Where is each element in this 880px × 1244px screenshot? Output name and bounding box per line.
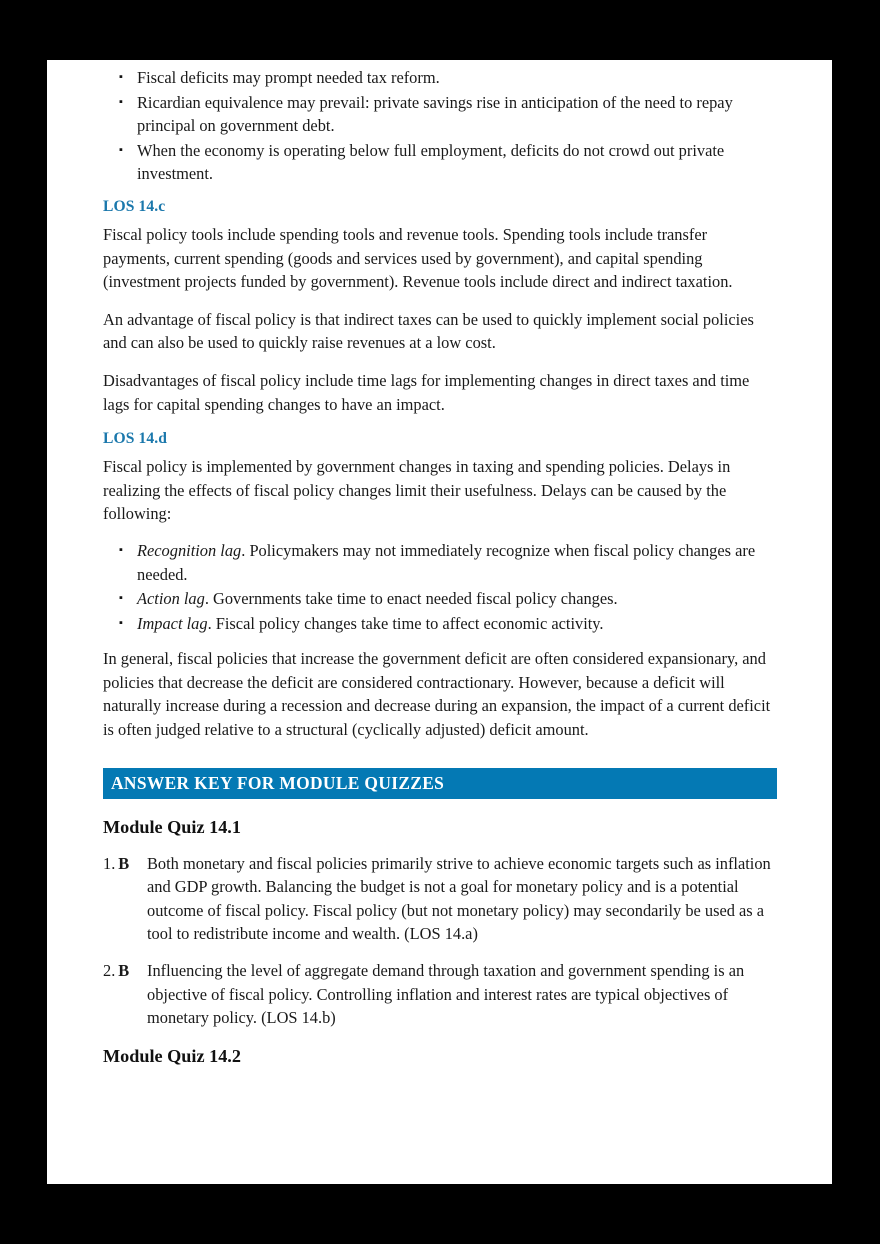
list-item bbox=[103, 612, 777, 636]
answer-text: Influencing the level of aggregate demand through taxation and government spending is an objective of fiscal policy. Controlling inflation and interest rates are typical objectives of monetary policy. (LOS 14.b) bbox=[147, 961, 745, 1028]
square-bullet-icon: ▪ bbox=[119, 543, 123, 556]
top-bullet-list bbox=[103, 66, 777, 186]
los-14d-intro: Fiscal policy is implemented by government changes in taxing and spending policies. Delays in realizing the effects of fiscal policy changes limit their usefulness. Delays can be caused by the following: bbox=[103, 457, 731, 524]
lag-description: . Fiscal policy changes take time to affect economic activity. bbox=[207, 613, 604, 633]
los-14c-paragraph-2: An advantage of fiscal policy is that indirect taxes can be used to quickly implement social policies and can also be used to quickly raise revenues at a low cost. bbox=[103, 309, 754, 353]
list-item-text: Fiscal deficits may prompt needed tax reform. bbox=[137, 68, 440, 87]
square-bullet-icon: ▪ bbox=[119, 592, 123, 605]
module-quiz-14-1-heading: Module Quiz 14.1 bbox=[103, 816, 241, 837]
list-item-text: When the economy is operating below full employment, deficits do not crowd out private investment. bbox=[137, 140, 725, 184]
lag-term: Action lag bbox=[137, 589, 205, 609]
answer-choice: B bbox=[118, 853, 130, 873]
answer-key-banner-title: ANSWER KEY FOR MODULE QUIZZES bbox=[111, 772, 445, 793]
square-bullet-icon: ▪ bbox=[119, 71, 123, 83]
list-item bbox=[103, 139, 777, 186]
lag-term: Recognition lag bbox=[137, 540, 242, 560]
answer-marker bbox=[103, 959, 143, 983]
square-bullet-icon: ▪ bbox=[119, 143, 123, 156]
los-14c-paragraph-1: Fiscal policy tools include spending tools and revenue tools. Spending tools include transfer payments, current spending (goods and services used by government), and capital spending (investment projects funded by government). Revenue tools include direct and indirect taxation. bbox=[103, 224, 733, 292]
list-item-text: Ricardian equivalence may prevail: private savings rise in anticipation of the need to repay principal on government debt. bbox=[137, 92, 733, 136]
answer-choice: B bbox=[118, 961, 130, 981]
module-quiz-14-2-heading: Module Quiz 14.2 bbox=[103, 1045, 241, 1066]
lag-bullet-list bbox=[103, 539, 777, 635]
answer-number: 2. bbox=[103, 961, 116, 981]
los-14d-closing-paragraph: In general, fiscal policies that increase the government deficit are often considered expansionary, and policies that decrease the deficit are considered contractionary. However, because a deficit will naturally increase during a recession and decrease during an expansion, the impact of a current deficit is often judged relative to a structural (cyclically adjusted) deficit amount. bbox=[103, 649, 771, 740]
lag-description: . Governments take time to enact needed fiscal policy changes. bbox=[204, 589, 618, 609]
list-item bbox=[103, 587, 777, 611]
answer-text: Both monetary and fiscal policies primarily strive to achieve economic targets such as inflation and GDP growth. Balancing the budget is not a goal for monetary policy and is a potential outcome of fiscal policy. Fiscal policy (but not monetary policy) may secondarily be used as a tool to redistribute income and wealth. (LOS 14.a) bbox=[147, 853, 771, 944]
square-bullet-icon: ▪ bbox=[119, 616, 123, 629]
lag-term: Impact lag bbox=[137, 613, 208, 633]
answer-list-quiz-14-1 bbox=[103, 852, 777, 1030]
document-page bbox=[47, 60, 832, 1184]
answer-marker bbox=[103, 852, 143, 876]
los-heading-14c: LOS 14.c bbox=[103, 197, 166, 215]
list-item bbox=[103, 91, 777, 138]
page-content bbox=[103, 66, 777, 1081]
answer-key-banner bbox=[103, 768, 777, 799]
los-14c-paragraph-3: Disadvantages of fiscal policy include time lags for implementing changes in direct taxes and time lags for capital spending changes to have an impact. bbox=[103, 370, 750, 414]
list-item bbox=[103, 66, 777, 90]
answer-number: 1. bbox=[103, 853, 116, 873]
square-bullet-icon: ▪ bbox=[119, 95, 123, 108]
list-item bbox=[103, 539, 777, 586]
lag-description: . Policymakers may not immediately recognize when fiscal policy changes are needed. bbox=[137, 540, 756, 584]
list-item bbox=[103, 852, 777, 946]
los-heading-14d: LOS 14.d bbox=[103, 430, 168, 448]
list-item bbox=[103, 959, 777, 1030]
